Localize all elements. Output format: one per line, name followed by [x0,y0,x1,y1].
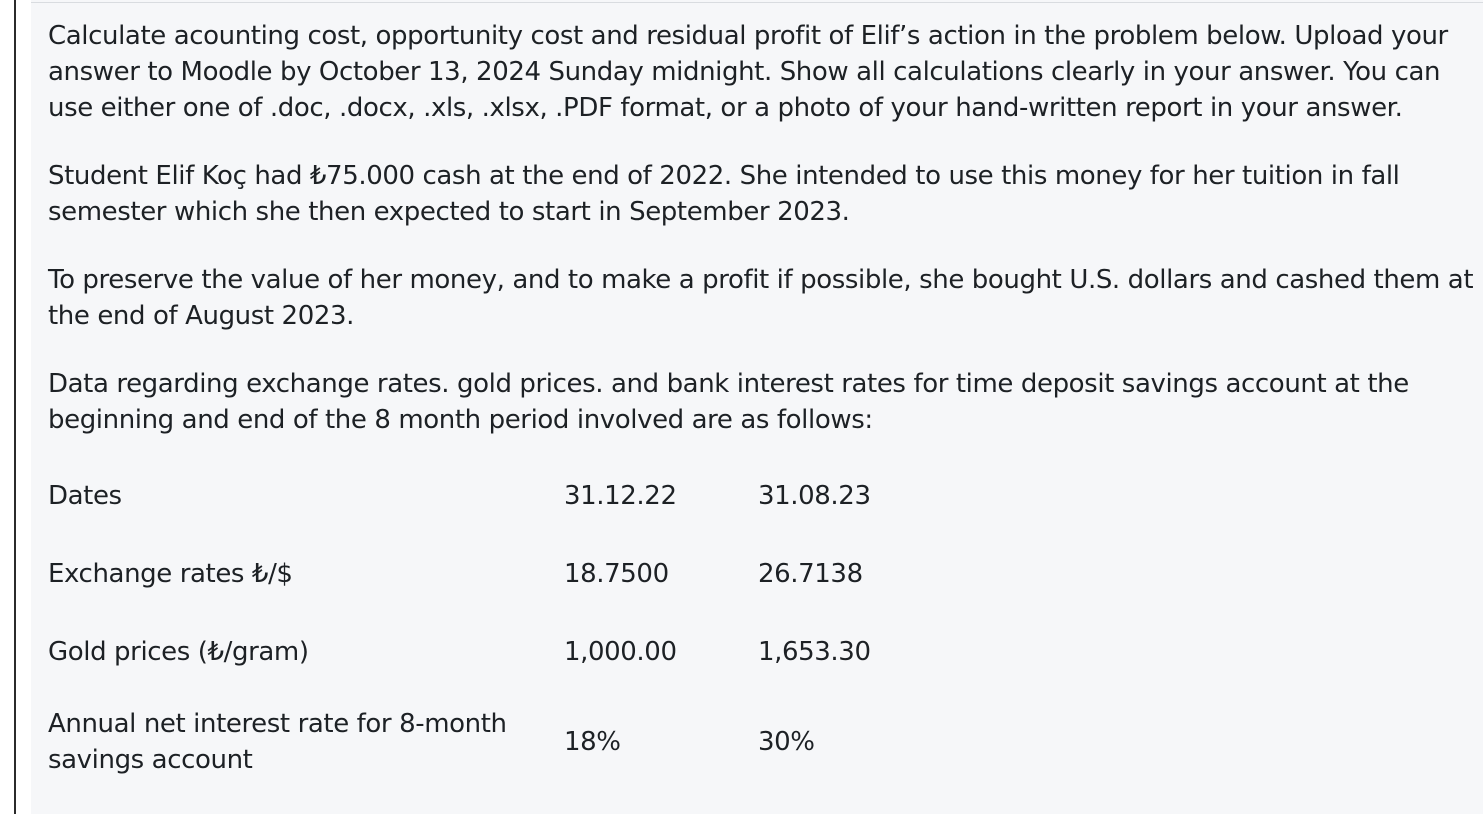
top-divider [31,2,1483,3]
data-table [48,476,958,812]
row-label: Exchange rates ₺/$ [48,559,293,589]
row-label: Annual net interest rate for 8-month savings account [48,709,507,775]
question-panel [31,0,1483,814]
row-value-end: 31.08.23 [758,481,871,511]
table-row-gold-prices [48,632,958,672]
question-text [48,18,1483,470]
row-value-start: 18% [564,727,621,757]
data-intro-paragraph: Data regarding exchange rates. gold prices. and bank interest rates for time deposit savings account at the beginning and end of the 8 month period involved are as follows: [48,369,1409,435]
row-value-start: 1,000.00 [564,637,677,667]
left-border [14,0,16,814]
row-value-end: 1,653.30 [758,637,871,667]
row-value-end: 26.7138 [758,559,863,589]
table-row-exchange-rates [48,516,958,632]
row-label: Dates [48,481,122,511]
scenario-paragraph: Student Elif Koç had ₺75.000 cash at the end of 2022. She intended to use this money for her tuition in fall semester which she then expected to start in September 2023. [48,161,1400,227]
action-paragraph: To preserve the value of her money, and to make a profit if possible, she bought U.S. dollars and cashed them at the end of August 2023. [48,265,1474,331]
row-value-end: 30% [758,727,815,757]
row-value-start: 31.12.22 [564,481,677,511]
table-row-dates [48,476,958,516]
row-label: Gold prices (₺/gram) [48,637,309,667]
instruction-paragraph: Calculate acounting cost, opportunity cost and residual profit of Elif’s action in the problem below. Upload your answer to Moodle by October 13, 2024 Sunday midnight. Show all calculations clearly in your answer. You can use either one of .doc, .docx, .xls, .xlsx, .PDF format, or a photo of your hand-written report in your answer. [48,21,1448,123]
table-row-interest-rate [48,672,958,812]
row-value-start: 18.7500 [564,559,669,589]
